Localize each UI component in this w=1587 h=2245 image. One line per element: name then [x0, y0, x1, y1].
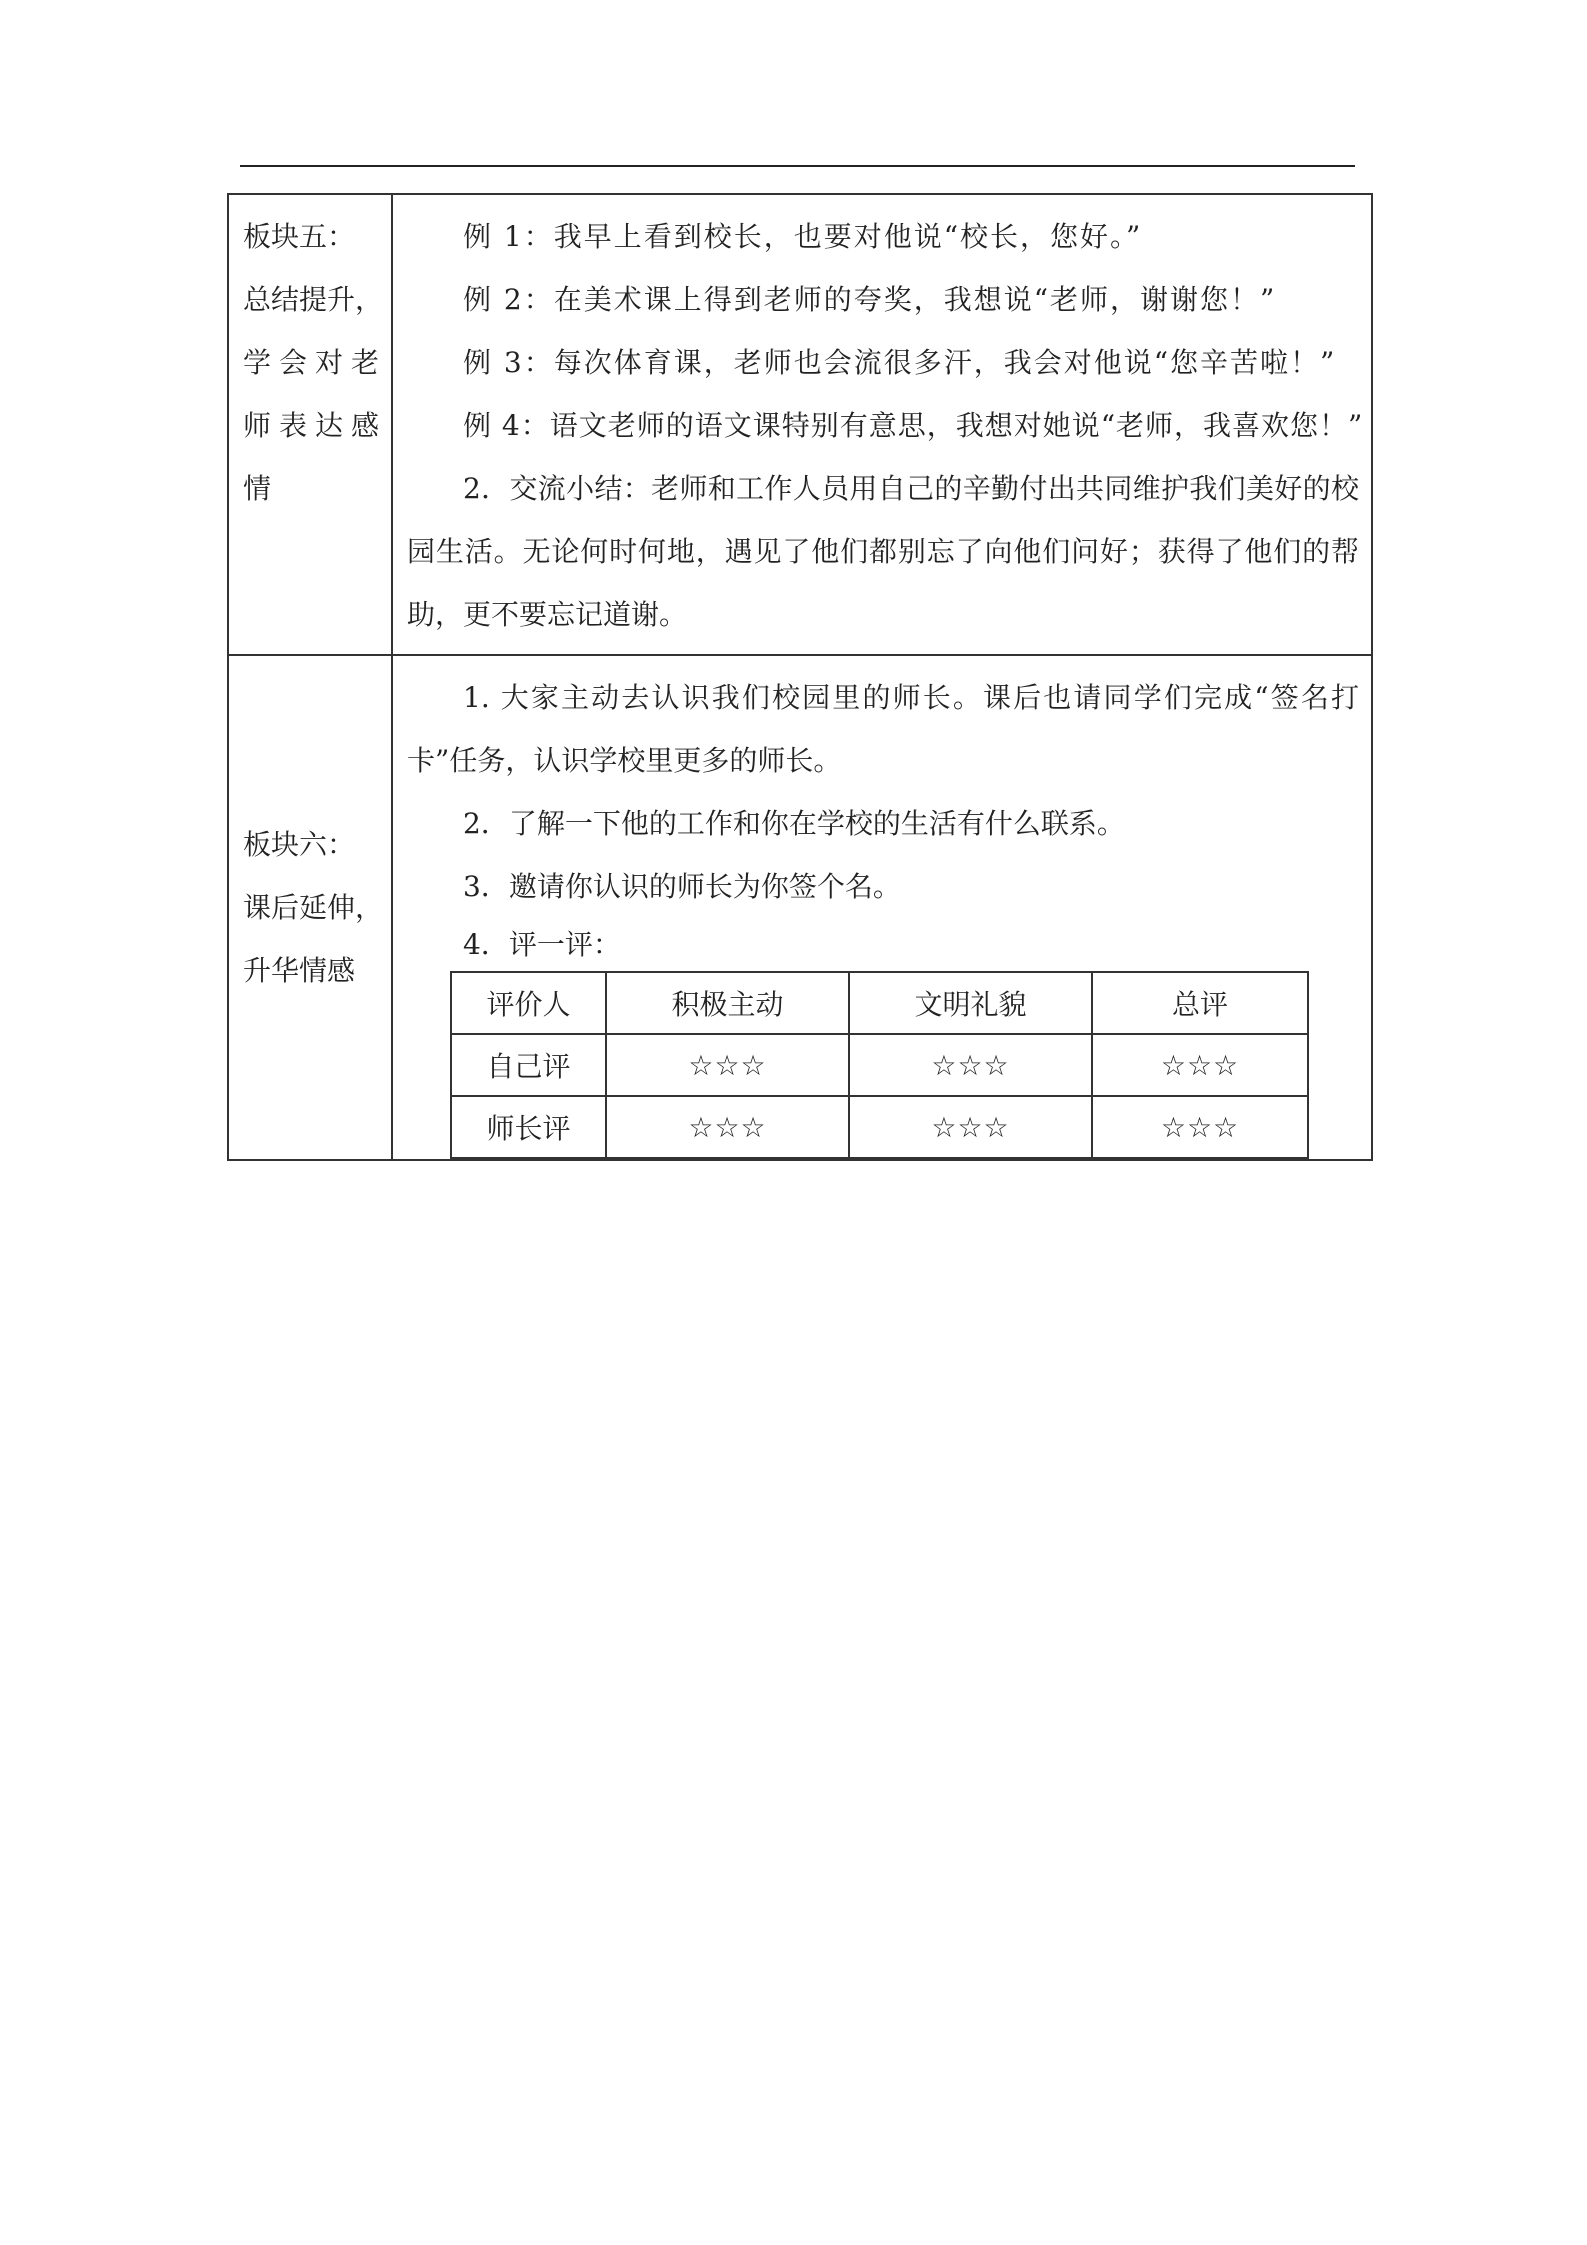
evaluator-cell: 自己评 [451, 1034, 606, 1096]
section-6-row [228, 655, 1372, 1160]
task-item-3: 3．邀请你认识的师长为你签个名。 [463, 870, 901, 903]
star-rating: ☆☆☆ [849, 1034, 1092, 1096]
section-5-label-line: 总结提升， [243, 283, 384, 316]
example-3: 例 3：每次体育课，老师也会流很多汗，我会对他说“您辛苦啦！” [463, 346, 1337, 379]
section-5-label-cell [228, 194, 392, 655]
example-4: 例 4：语文老师的语文课特别有意思，我想对她说“老师，我喜欢您！” [463, 409, 1364, 442]
section-6-label-line: 升华情感 [243, 954, 356, 987]
header-cell: 总评 [1092, 972, 1308, 1034]
section-5-label-line: 学 会 对 老 [243, 346, 379, 379]
example-2: 例 2：在美术课上得到老师的夸奖，我想说“老师，谢谢您！” [463, 283, 1277, 316]
evaluation-table [450, 971, 1309, 1159]
summary-paragraph: 2．交流小结：老师和工作人员用自己的辛勤付出共同维护我们美好的校园生活。无论何时何地，遇见了他们都别忘了向他们问好；获得了他们的帮助，更不要忘记道谢。 [407, 472, 1359, 631]
section-5-label-line: 情 [243, 472, 272, 505]
task-item-2: 2．了解一下他的工作和你在学校的生活有什么联系。 [463, 807, 1125, 840]
header-cell: 评价人 [451, 972, 606, 1034]
header-rule [240, 165, 1355, 167]
section-6-content-cell [392, 655, 1372, 1160]
header-cell: 积极主动 [606, 972, 849, 1034]
section-6-label-line: 课后延伸， [243, 891, 384, 924]
header-cell: 文明礼貌 [849, 972, 1092, 1034]
evaluation-row [451, 1096, 1308, 1158]
star-rating: ☆☆☆ [849, 1096, 1092, 1158]
star-rating: ☆☆☆ [1092, 1096, 1308, 1158]
section-5-content-cell [392, 194, 1372, 655]
lesson-plan-table [227, 193, 1373, 1161]
star-rating: ☆☆☆ [606, 1034, 849, 1096]
star-rating: ☆☆☆ [1092, 1034, 1308, 1096]
task-item-1: 1. 大家主动去认识我们校园里的师长。课后也请同学们完成“签名打卡”任务，认识学校里更多的师长。 [407, 681, 1359, 777]
section-6-label-cell [228, 655, 392, 1160]
example-1: 例 1：我早上看到校长，也要对他说“校长，您好。” [463, 220, 1143, 253]
evaluator-cell: 师长评 [451, 1096, 606, 1158]
evaluation-row [451, 1034, 1308, 1096]
section-6-label-line: 板块六： [243, 828, 356, 861]
section-5-row [228, 194, 1372, 655]
section-5-label-line: 师 表 达 感 [243, 409, 379, 442]
section-5-label-line: 板块五： [243, 220, 356, 253]
task-item-4: 4．评一评： [463, 928, 621, 961]
star-rating: ☆☆☆ [606, 1096, 849, 1158]
evaluation-header-row [451, 972, 1308, 1034]
